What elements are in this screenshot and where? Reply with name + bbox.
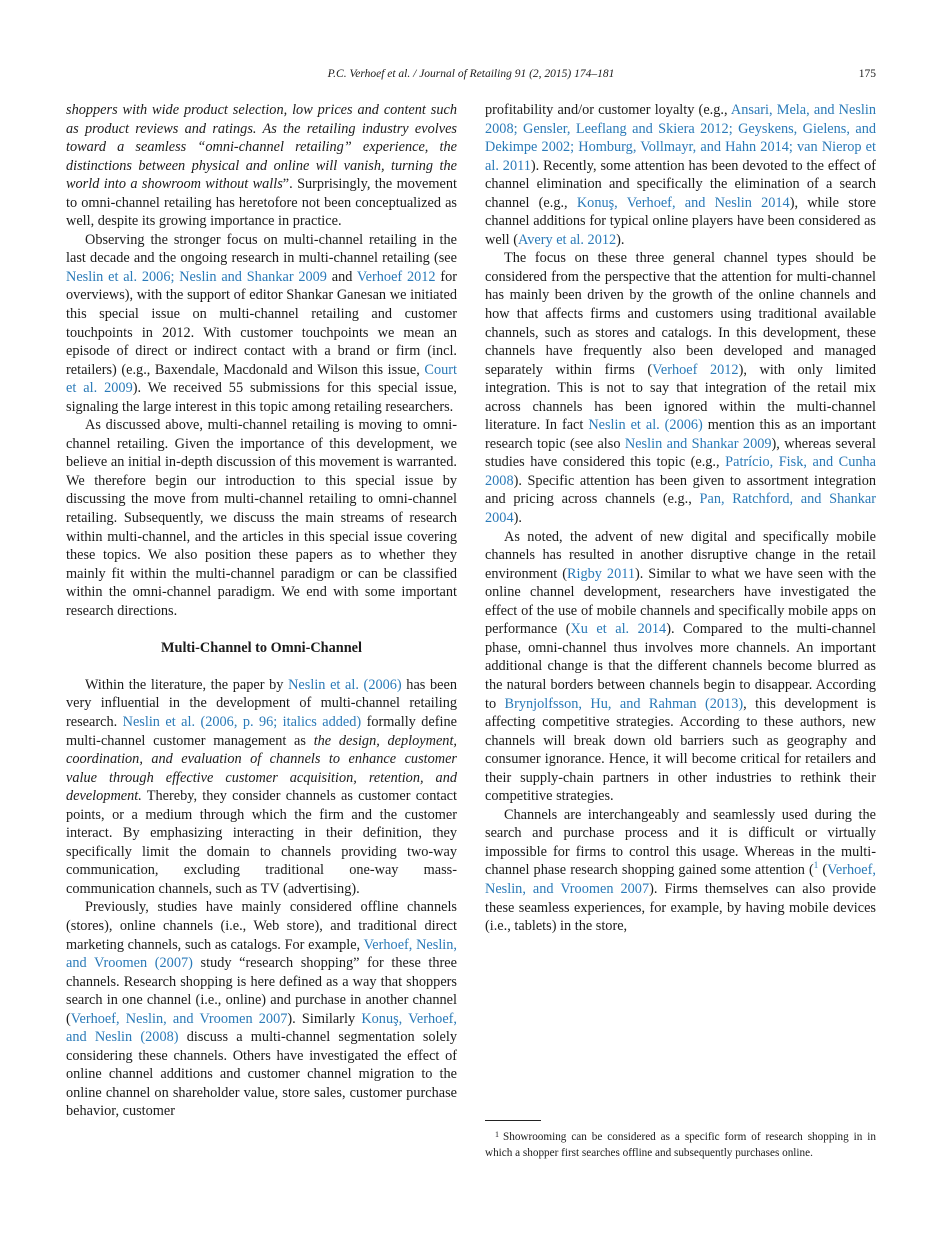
paragraph xyxy=(66,898,457,1121)
citation-link[interactable]: Verhoef, Neslin, and Vroomen 2007 xyxy=(70,1010,288,1027)
text: formally define multi-channel customer management as xyxy=(66,713,457,749)
citation-link[interactable]: Neslin and Shankar 2009 xyxy=(624,435,772,452)
text: ), whereas several studies have considered this topic (e.g., xyxy=(485,435,876,471)
citation-link[interactable]: Verhoef 2012 xyxy=(356,268,436,285)
text: Previously, studies have mainly considered offline channels (stores), online channels (i.e., Web store), and traditional direct marketing channels, such as catalogs. For example, xyxy=(66,899,457,953)
citation-link[interactable]: Court et al. 2009 xyxy=(66,361,457,397)
citation-link[interactable]: Rigby 2011 xyxy=(567,565,635,582)
paragraph xyxy=(485,806,876,936)
paragraph xyxy=(66,676,457,899)
footnote-text: Showrooming can be considered as a specific form of research shopping in in which a shopper first searches offline and subsequently purchases online. xyxy=(485,1131,876,1159)
text: Thereby, they consider channels as customer contact points, or a medium through which the firm and the customer interact. By emphasizing interacting in their definition, they specifically limit the domain to channels providing two-way communication, excluding traditional one-way mass-communication channels, such as TV (advertising). xyxy=(66,788,457,897)
running-title: P.C. Verhoef et al. / Journal of Retailing 91 (2, 2015) 174–181 xyxy=(327,68,615,80)
text: ). We received 55 submissions for this special issue, signaling the large interest in this topic among retailing researchers. xyxy=(66,380,457,415)
right-column xyxy=(485,101,876,936)
italic-definition: the design, deployment, coordination, and evaluation of channels to enhance customer value through effective customer acquisition, retention, and development. xyxy=(66,732,457,805)
citation-link[interactable]: Patrício, Fisk, and Cunha 2008 xyxy=(485,454,877,489)
text: Within the literature, the paper by xyxy=(85,676,289,693)
citation-link[interactable]: Xu et al. 2014 xyxy=(570,621,667,638)
footnote xyxy=(485,1127,876,1161)
paragraph xyxy=(485,249,876,527)
text: ), while store channel additions for typical online players have been considered as well ( xyxy=(485,194,876,248)
running-header xyxy=(66,66,876,86)
citation-link[interactable]: Verhoef 2012 xyxy=(652,361,739,378)
italic-quote: shoppers with wide product selection, low prices and content such as product reviews and ratings. As the retailing industry evolves toward a seamless “omni-channel retailing” experience, the distinctions between physical and online will vanish, turning the world into a showroom without walls xyxy=(66,102,457,193)
text: profitability and/or customer loyalty (e.g., xyxy=(485,102,731,118)
citation-link[interactable]: Konuş, Verhoef, and Neslin 2014 xyxy=(576,194,790,211)
paragraph xyxy=(485,101,876,249)
text: ). Compared to the multi-channel phase, omni-channel thus involves more channels. An important additional change is that the different channels become blurred as the natural borders between channels begin to disappear. According to xyxy=(485,621,876,712)
citation-link[interactable]: Avery et al. 2012 xyxy=(517,231,617,248)
text: mention this as an important research topic (see also xyxy=(485,417,876,452)
citation-link[interactable]: Verhoef, Neslin, and Vroomen 2007 xyxy=(485,862,876,897)
citation-link[interactable]: Ansari, Mela, and Neslin 2008; Gensler, Leeflang and Skiera 2012; Geyskens, Gielens, and Dekimpe 2002; Homburg, Vollmayr, and Hahn 2014; van Nierop et al. 2011 xyxy=(485,102,876,174)
text: ). Specific attention has been given to assortment integration and pricing across channels (e.g., xyxy=(485,472,876,508)
footnote-divider xyxy=(485,1120,541,1121)
text: has been very influential in the development of multi-channel retailing research. xyxy=(66,676,457,730)
citation-link[interactable]: Neslin et al. 2006; Neslin and Shankar 2009 xyxy=(66,268,327,285)
paragraph xyxy=(485,528,876,806)
text: Channels are interchangeably and seamlessly used during the search and purchase process and it is difficult or virtually impossible for firms to control this usage. Whereas in the multi-channel phase research shopping gained some attention ( xyxy=(485,806,876,879)
text: ). Firms themselves can also provide these seamless experiences, for example, by having mobile devices (i.e., tablets) in the store, xyxy=(485,880,876,935)
citation-link[interactable]: Konuş, Verhoef, and Neslin (2008) xyxy=(66,1010,457,1046)
text: ). Recently, some attention has been devoted to the effect of channel elimination and specifically the elimination of a search channel (e.g., xyxy=(485,157,876,211)
text: and xyxy=(326,268,357,285)
citation-link[interactable]: Neslin et al. (2006, p. 96; italics added) xyxy=(122,713,362,730)
paragraph: As discussed above, multi-channel retailing is moving to omni-channel retailing. Given the importance of this development, we believe an initial in-depth discussion of this movement is warranted. We therefore begin our introduction to this special issue by discussing the move from multi-channel retailing to omni-channel retailing. Subsequently, we discuss the main streams of research within multi-channel, and the articles in this special issue covering these topics. We also position these papers as to whether they mainly fit within the multi-channel paradigm or can be classified within the omni-channel paradigm. We end with some important research directions. xyxy=(66,417,457,619)
text: ), with only limited integration. This is not to say that integration of the retail mix across channels has been ignored within the multi-channel literature. In fact xyxy=(485,361,876,434)
text: ). xyxy=(513,510,522,527)
text: Observing the stronger focus on multi-channel retailing in the last decade and the ongoing research in multi-channel retailing (see xyxy=(66,231,457,267)
text: As noted, the advent of new digital and specifically mobile channels has resulted in another disruptive change in the retail environment ( xyxy=(485,528,876,582)
text: ). Similar to what we have seen with the online channel development, researchers have investigated the effect of the use of mobile channels and specifically mobile apps on performance ( xyxy=(485,565,876,638)
text: discuss a multi-channel segmentation solely considering these channels. Others have investigated the effect of online channel additions and customer channel migration to the online channel on shareholder value, store sales, customer purchase behavior, customer xyxy=(66,1029,458,1120)
footnote-number: 1 xyxy=(495,1130,499,1139)
paragraph xyxy=(66,101,457,231)
paragraph xyxy=(66,231,457,416)
text: , this development is affecting competitive strategies. According to these authors, new channels will break down old barriers such as geography and consumer ignorance. Hence, it will become critical for retailers and their supply-chain partners in other industries to rethink their competitive strategies. xyxy=(485,695,876,805)
citation-link[interactable]: Neslin et al. (2006) xyxy=(288,676,402,693)
text: ( xyxy=(818,862,828,879)
citation-link[interactable]: Pan, Ratchford, and Shankar 2004 xyxy=(485,491,877,527)
text: ). xyxy=(616,231,625,248)
citation-link[interactable]: Verhoef, Neslin, and Vroomen (2007) xyxy=(66,936,457,972)
section-heading: Multi-Channel to Omni-Channel xyxy=(161,639,362,656)
citation-link[interactable]: Neslin et al. (2006) xyxy=(588,417,703,434)
page-number: 175 xyxy=(858,68,876,80)
text: The focus on these three general channel types should be considered from the perspective that the attention for multi-channel has mainly been driven by the growth of the online channels and how that affects firms and customers using traditional available channels, such as stores and catalogs. In this development, these channels have frequently also been developed and managed separately within firms ( xyxy=(485,250,876,378)
footnote-marker[interactable]: 1 xyxy=(813,860,819,871)
citation-link[interactable]: Brynjolfsson, Hu, and Rahman (2013) xyxy=(504,695,744,712)
text: ). Similarly xyxy=(287,1010,362,1027)
text: study “research shopping” for these three channels. Research shopping is here defined as a way that shoppers search in one channel (i.e., online) and purchase in another channel ( xyxy=(66,955,458,1027)
text: for overviews), with the support of editor Shankar Ganesan we initiated this special issue on multi-channel retailing and customer touchpoints in 2012. With customer touchpoints we mean an episode of direct or indirect contact with a brand or firm (incl. retailers) (e.g., Baxendale, Macdonald and Wilson this issue, xyxy=(66,268,457,378)
left-column xyxy=(66,101,457,1121)
text: ”. Surprisingly, the movement to omni-channel retailing has heretofore not been conceptualized as well, despite its growing importance in practice. xyxy=(66,176,457,230)
